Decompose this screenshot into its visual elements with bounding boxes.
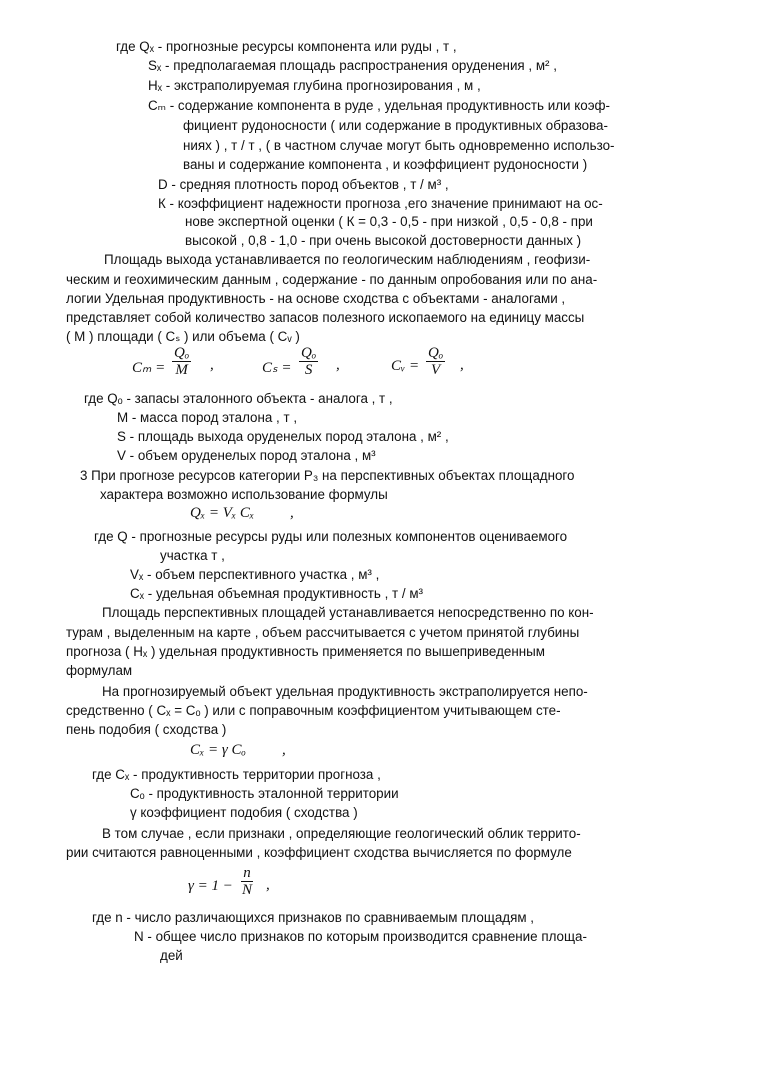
formula-cv-numerator: Qₒ	[428, 345, 444, 361]
formula-gamma-lhs: γ = 1 −	[188, 878, 233, 894]
text-line: ниях ) , т / т , ( в частном случае могут быть одновременно использо-	[183, 138, 615, 153]
text-line: дей	[160, 948, 183, 963]
formula-cs-numerator: Qₒ	[301, 345, 317, 361]
formula-gamma-denominator: N	[242, 882, 253, 898]
text-line: формулам	[66, 663, 133, 678]
formula-gamma-fraction	[240, 865, 254, 898]
text-line: N - общее число признаков по которым производится сравнение площа-	[134, 929, 587, 944]
text-line: В том случае , если признаки , определяющие геологический облик террито-	[102, 826, 581, 841]
text-line: участка т ,	[160, 548, 225, 563]
formula-cx: Cₓ = γ Cₒ	[190, 742, 246, 758]
text-line: Hₓ - экстраполируемая глубина прогнозирования , м ,	[148, 78, 481, 93]
text-line: где Qₒ - запасы эталонного объекта - аналога , т ,	[84, 391, 393, 406]
text-line: средственно ( Cₓ = Cₒ ) или с поправочным коэффициентом учитывающем сте-	[66, 703, 561, 718]
text-line: Площадь перспективных площадей устанавливается непосредственно по кон-	[102, 605, 594, 620]
text-line: Cₓ - удельная объемная продуктивность , т / м³	[130, 586, 424, 601]
text-line: где Q - прогнозные ресурсы руды или полезных компонентов оцениваемого	[94, 529, 568, 544]
text-line: Cₒ - продуктивность эталонной территории	[130, 786, 399, 801]
formula-cm-lhs: Cₘ =	[132, 360, 166, 376]
text-line: На прогнозируемый объект удельная продуктивность экстраполируется непо-	[102, 684, 588, 699]
formula-separator: ,	[460, 357, 464, 373]
text-line: ческим и геохимическим данным , содержание - по данным опробования или по ана-	[66, 272, 598, 287]
formula-qx: Qₓ = Vₓ Cₓ	[190, 505, 255, 521]
text-line: 3 При прогнозе ресурсов категории Р₃ на перспективных объектах площадного	[80, 468, 575, 483]
formula-cs-denominator: S	[304, 362, 313, 378]
text-line: прогноза ( Hₓ ) удельная продуктивность применяется по вышеприведенным	[66, 644, 545, 659]
text-line: Cₘ - содержание компонента в руде , удельная продуктивность или коэф-	[148, 98, 611, 113]
text-line: К - коэффициент надежности прогноза ,его значение принимают на ос-	[158, 196, 603, 211]
text-line: высокой , 0,8 - 1,0 - при очень высокой достоверности данных )	[185, 233, 582, 248]
formula-separator: ,	[282, 742, 286, 758]
text-line: γ коэффициент подобия ( сходства )	[130, 805, 358, 820]
formula-cm-numerator: Qₒ	[174, 345, 190, 361]
text-line: представляет собой количество запасов полезного ископаемого на единицу массы	[66, 310, 585, 325]
text-line: где Cₓ - продуктивность территории прогноза ,	[92, 767, 381, 782]
formula-gamma-numerator: n	[243, 865, 251, 881]
text-line: ваны и содержание компонента , и коэффициент рудоносности )	[183, 157, 588, 172]
text-line: Sₓ - предполагаемая площадь распространения оруденения , м² ,	[148, 58, 557, 73]
text-line: D - средняя плотность пород объектов , т / м³ ,	[158, 177, 449, 192]
formula-separator: ,	[336, 357, 340, 373]
text-line: нове экспертной оценки ( К = 0,3 - 0,5 - при низкой , 0,5 - 0,8 - при	[185, 214, 593, 229]
text-line: где Qₓ - прогнозные ресурсы компонента или руды , т ,	[116, 39, 457, 54]
text-line: логии Удельная продуктивность - на основе сходства с объектами - аналогами ,	[66, 291, 566, 306]
formula-separator: ,	[290, 505, 294, 521]
formula-separator: ,	[210, 357, 214, 373]
formula-cs-lhs: Cₛ =	[262, 360, 292, 376]
text-line: М - масса пород эталона , т ,	[117, 410, 298, 425]
formula-cm-denominator: M	[175, 362, 188, 378]
formula-cv-denominator: V	[430, 362, 441, 378]
formula-cv-lhs: Cᵥ =	[391, 358, 420, 374]
text-line: Vₓ - объем перспективного участка , м³ ,	[130, 567, 380, 582]
formula-cv-fraction	[426, 345, 445, 378]
text-line: турам , выделенным на карте , объем рассчитывается с учетом принятой глубины	[66, 625, 580, 640]
formula-separator: ,	[266, 877, 270, 893]
text-line: S - площадь выхода оруденелых пород эталона , м² ,	[117, 429, 449, 444]
text-line: где n - число различающихся признаков по сравниваемым площадям ,	[92, 910, 534, 925]
text-line: характера возможно использование формулы	[100, 487, 388, 502]
text-line: пень подобия ( сходства )	[66, 722, 227, 737]
text-line: ( М ) площади ( Cₛ ) или объема ( Cᵥ )	[66, 329, 300, 344]
text-line: рии считаются равноценными , коэффициент сходства вычисляется по формуле	[66, 845, 572, 860]
text-line: Площадь выхода устанавливается по геологическим наблюдениям , геофизи-	[104, 252, 591, 267]
formula-cs-fraction	[299, 345, 318, 378]
text-line: фициент рудоносности ( или содержание в продуктивных образова-	[183, 118, 608, 133]
formula-cm-fraction	[172, 345, 191, 378]
text-line: V - объем оруденелых пород эталона , м³	[117, 448, 376, 463]
